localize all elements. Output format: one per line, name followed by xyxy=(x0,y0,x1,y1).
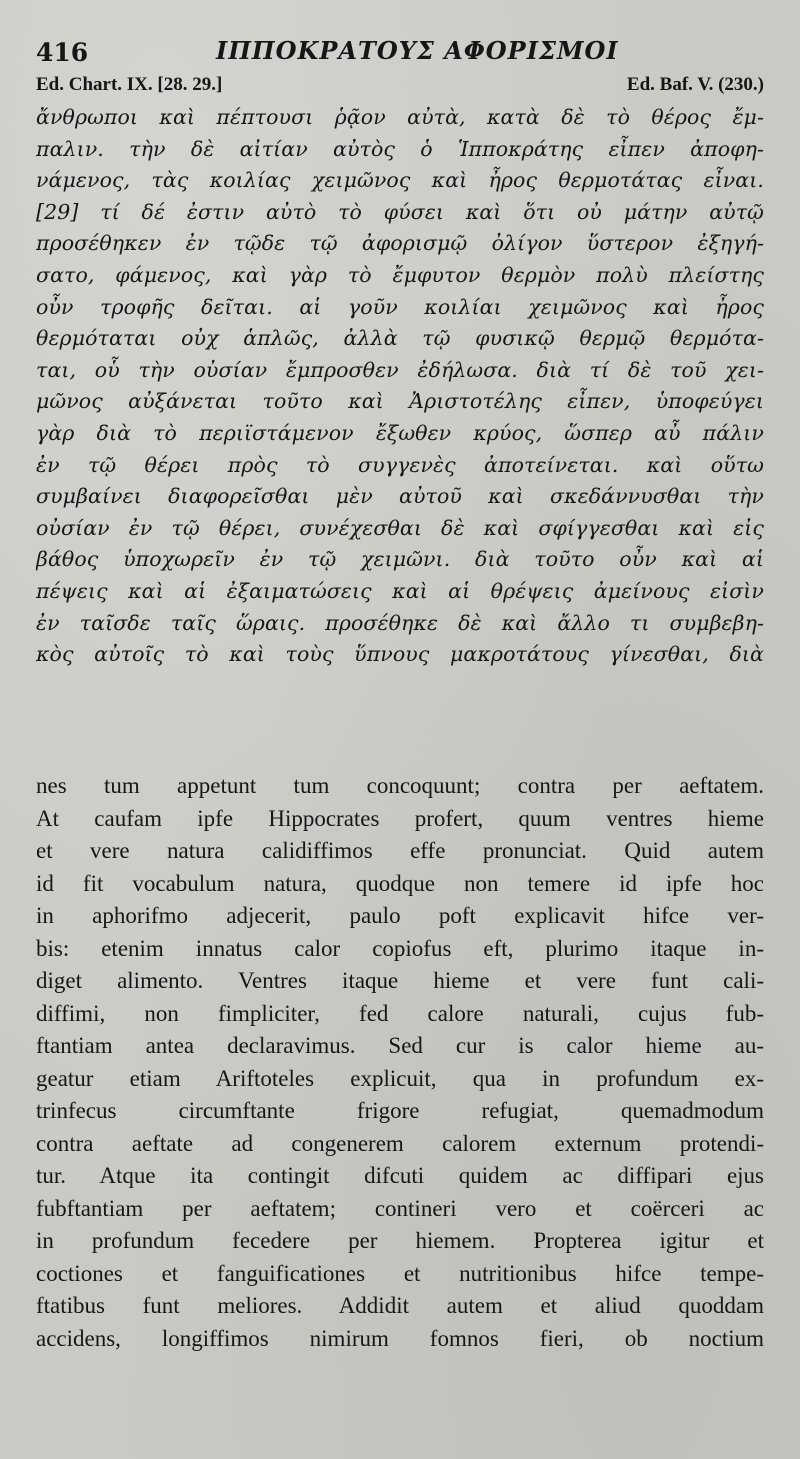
greek-text-line: ἐν ταῖσδε ταῖς ὥραις. προσέθηκε δὲ καὶ ἄλλο τι συμβεβη- xyxy=(36,610,764,635)
edition-reference-chartier: Ed. Chart. IX. [28. 29.] xyxy=(36,74,223,95)
greek-text-line: βάθος ὑποχωρεῖν ἐν τῷ χειμῶνι. διὰ τοῦτο οὖν καὶ αἱ xyxy=(36,547,764,572)
latin-text-block xyxy=(36,770,764,1355)
latin-text-line: At caufam ipfe Hippocrates profert, quum ventres hieme xyxy=(36,805,764,831)
page-number: 416 xyxy=(36,38,89,67)
greek-text-line: παλιν. τὴν δὲ αἰτίαν αὐτὸς ὁ Ἱπποκράτης εἶπεν ἀποφη- xyxy=(36,136,764,161)
page-header xyxy=(36,32,764,72)
edition-reference-line xyxy=(36,72,764,102)
latin-text-line: in profundum fecedere per hiemem. Propterea igitur et xyxy=(36,1228,764,1253)
latin-text-line: contra aeftate ad congenerem calorem externum protendi- xyxy=(36,1130,764,1156)
running-title: ΙΠΠΟΚΡΑΤΟΥΣ ΑΦΟΡΙΣΜΟΙ xyxy=(216,36,619,65)
latin-text-line: diget alimento. Ventres itaque hieme et vere funt cali- xyxy=(36,968,764,993)
latin-text-line: accidens, longiffimos nimirum fomnos fieri, ob noctium xyxy=(36,1325,764,1351)
greek-text-line: συμβαίνει διαφορεῖσθαι μὲν αὐτοῦ καὶ σκεδάννυσθαι τὴν xyxy=(36,484,764,509)
latin-text-line: bis: etenim innatus calor copiofus eft, plurimo itaque in- xyxy=(36,935,764,961)
greek-text-line: οὖν τροφῆς δεῖται. αἱ γοῦν κοιλίαι χειμῶνος καὶ ἦρος xyxy=(36,294,764,319)
greek-text-line: μῶνος αὐξάνεται τοῦτο καὶ Ἀριστοτέλης εἶπεν, ὑποφεύγει xyxy=(36,389,764,414)
greek-text-line: σατο, φάμενος, καὶ γὰρ τὸ ἔμφυτον θερμὸν πολὺ πλείστης xyxy=(36,262,764,287)
latin-text-line: coctiones et fanguificationes et nutritionibus hifce tempe- xyxy=(36,1260,764,1286)
greek-text-line: προσέθηκεν ἐν τῷδε τῷ ἀφορισμῷ ὀλίγον ὕστερον ἐξηγή- xyxy=(36,231,764,256)
latin-text-line: et vere natura calidiffimos effe pronunciat. Quid autem xyxy=(36,838,764,863)
greek-text-block xyxy=(36,102,764,671)
greek-text-line: νάμενος, τὰς κοιλίας χειμῶνος καὶ ἦρος θερμοτάτας εἶναι. xyxy=(36,168,764,193)
latin-text-line: fubftantiam per aeftatem; contineri vero et coërceri ac xyxy=(36,1195,764,1221)
latin-text-line: in aphorifmo adjecerit, paulo poft explicavit hifce ver- xyxy=(36,903,764,928)
latin-text-line: ftantiam antea declaravimus. Sed cur is calor hieme au- xyxy=(36,1033,764,1058)
greek-text-line: ἄνθρωποι καὶ πέπτουσι ῥᾷον αὐτὰ, κατὰ δὲ τὸ θέρος ἔμ- xyxy=(36,105,764,129)
greek-text-line: πέψεις καὶ αἱ ἐξαιματώσεις καὶ αἱ θρέψεις ἀμείνους εἰσὶν xyxy=(36,578,764,603)
greek-text-line: [29] τί δέ ἐστιν αὐτὸ τὸ φύσει καὶ ὅτι οὐ μάτην αὐτῷ xyxy=(36,199,764,224)
latin-text-line: nes tum appetunt tum concoquunt; contra per aeftatem. xyxy=(36,773,764,798)
latin-text-line: diffimi, non fimpliciter, fed calore naturali, cujus fub- xyxy=(36,1000,764,1026)
greek-text-line: οὐσίαν ἐν τῷ θέρει, συνέχεσθαι δὲ καὶ σφίγγεσθαι καὶ εἰς xyxy=(36,515,764,540)
latin-text-line: tur. Atque ita contingit difcuti quidem ac diffipari ejus xyxy=(36,1163,764,1188)
latin-text-line: id fit vocabulum natura, quodque non temere id ipfe hoc xyxy=(36,870,764,896)
latin-text-line: trinfecus circumftante frigore refugiat, quemadmodum xyxy=(36,1098,764,1123)
greek-text-line: θερμόταται οὐχ ἁπλῶς, ἀλλὰ τῷ φυσικῷ θερμῷ θερμότα- xyxy=(36,326,764,351)
greek-text-line: ται, οὗ τὴν οὐσίαν ἔμπροσθεν ἐδήλωσα. διὰ τί δὲ τοῦ χει- xyxy=(36,357,764,382)
greek-text-line: ἐν τῷ θέρει πρὸς τὸ συγγενὲς ἀποτείνεται. καὶ οὕτω xyxy=(36,452,764,477)
latin-text-line: geatur etiam Ariftoteles explicuit, qua in profundum ex- xyxy=(36,1065,764,1091)
greek-text-line: γὰρ διὰ τὸ περιϊστάμενον ἔξωθεν κρύος, ὥσπερ αὖ πάλιν xyxy=(36,420,764,445)
greek-text-line: κὸς αὐτοῖς τὸ καὶ τοὺς ὕπνους μακροτάτους γίνεσθαι, διὰ xyxy=(36,642,764,667)
latin-text-line: ftatibus funt meliores. Addidit autem et aliud quoddam xyxy=(36,1293,764,1318)
edition-reference-basel: Ed. Baf. V. (230.) xyxy=(626,74,764,95)
